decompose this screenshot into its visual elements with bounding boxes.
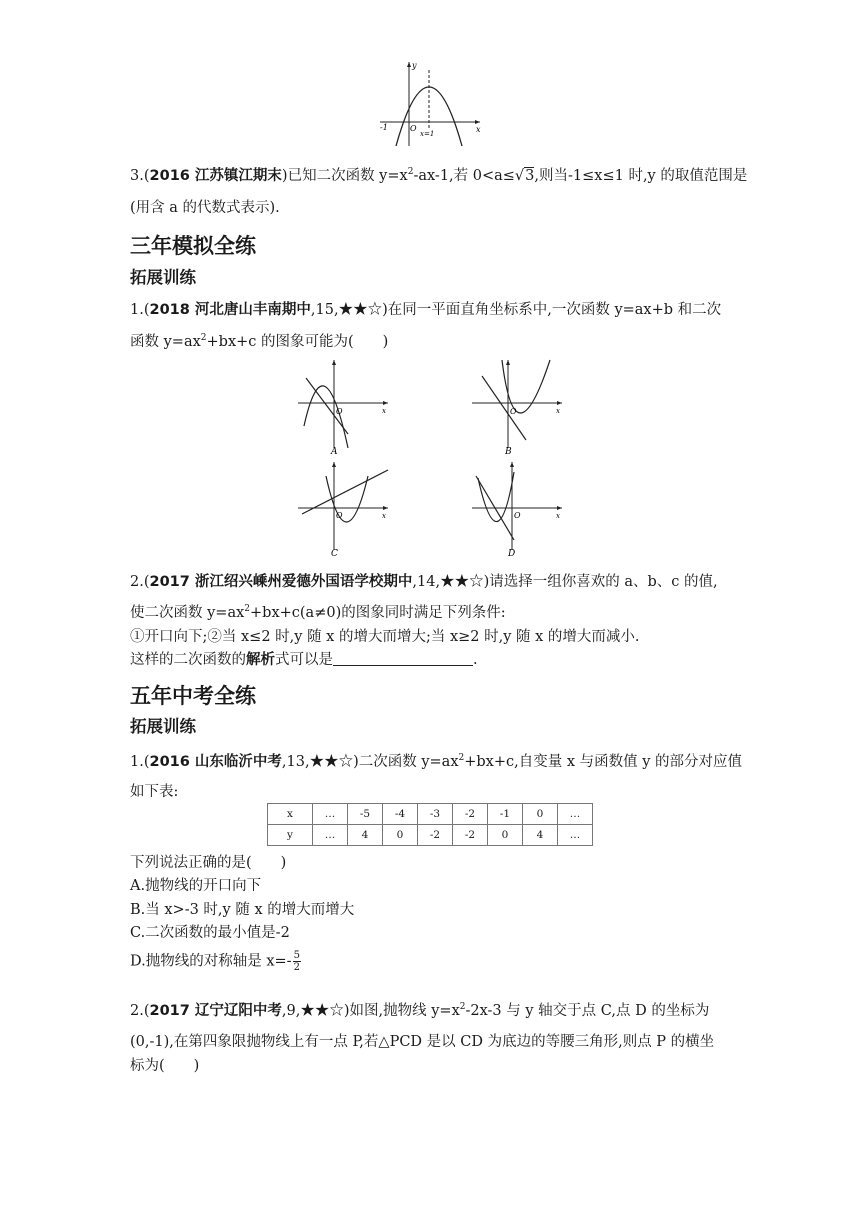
section-title-five-year: 五年中考全练 [130,684,256,708]
s2-question-2-line-3: 标为( ) [130,1058,200,1074]
svg-text:O: O [514,511,521,520]
svg-text:x: x [556,512,560,520]
svg-text:x: x [556,407,560,415]
s1-question-2-line-4: 这样的二次函数的解析式可以是 . [130,652,478,668]
svg-text:x: x [382,407,386,415]
option-graph-a [296,356,391,456]
question-3-line-1: 3.(2016 江苏镇江期末)已知二次函数 $y=x^2-ax-1$,若 0<a≤√3,则当-1≤x≤1 时,y 的取值范围是 [130,167,748,184]
option-graph-b [470,356,565,456]
section-subtitle-three-year: 拓展训练 [130,268,196,287]
fraction: $\frac{5}{2}$ [293,950,300,973]
table-row: x … -5 -4 -3 -2 -1 0 … [268,804,593,825]
s2-question-1-line-1: 1.(2016 山东临沂中考,13,★★☆)二次函数 $y=ax^2+bx+c$,自变量 x 与函数值 y 的部分对应值 [130,753,743,770]
s2-question-1-option-a[interactable]: A.抛物线的开口向下 [130,878,262,894]
section-title-three-year: 三年模拟全练 [130,234,256,258]
svg-text:-1: -1 [380,123,388,132]
s2-question-2-line-1: 2.(2017 辽宁辽阳中考,9,★★☆)如图,抛物线 $y=x^2-2x-3$ 与 y 轴交于点 C,点 D 的坐标为 [130,1002,710,1019]
s2-question-1-prompt: 下列说法正确的是( ) [130,855,287,871]
s2-question-2-line-2: (0,-1),在第四象限抛物线上有一点 P,若△PCD 是以 CD 为底边的等腰三角形,则点 P 的横坐 [130,1034,715,1050]
section-subtitle-five-year: 拓展训练 [130,717,196,736]
svg-text:O: O [336,407,343,416]
question-3-line-2: (用含 a 的代数式表示). [130,200,280,216]
option-graph-d [470,458,565,558]
svg-text:y: y [412,61,417,70]
option-graph-c [296,458,391,558]
answer-blank[interactable] [333,651,473,666]
table-row: y … 4 0 -2 -2 0 4 … [268,825,593,846]
s1-question-1-line-2: 函数 $y=ax^2+bx+c$ 的图象可能为( ) [130,333,389,350]
s1-question-2-line-2: 使二次函数 $y=ax^2+bx+c(a\ne 0)$的图象同时满足下列条件: [130,604,506,621]
svg-text:B: B [505,447,512,456]
s2-question-1-option-c[interactable]: C.二次函数的最小值是-2 [130,925,290,941]
s2-question-1-line-2: 如下表: [130,784,179,800]
parabola-figure-top [372,58,487,150]
s1-question-1-line-1: 1.(2018 河北唐山丰南期中,15,★★☆)在同一平面直角坐标系中,一次函数 y=ax+b 和二次 [130,302,722,318]
svg-text:O: O [510,407,517,416]
svg-text:x=1: x=1 [420,130,435,138]
svg-text:O: O [410,124,417,133]
svg-text:C: C [331,549,338,558]
svg-text:x: x [476,125,481,134]
svg-text:O: O [336,511,343,520]
s2-question-1-option-d[interactable]: D.抛物线的对称轴是 x=- $\frac{5}{2}$ [130,950,300,973]
s1-question-2-line-1: 2.(2017 浙江绍兴嵊州爱德外国语学校期中,14,★★☆)请选择一组你喜欢的 a、b、c 的值, [130,574,718,590]
value-table [267,803,593,846]
svg-text:D: D [508,549,516,558]
s1-question-2-line-3: ①开口向下;②当 x≤2 时,y 随 x 的增大而增大;当 x≥2 时,y 随 x 的增大而减小. [130,629,640,645]
s2-question-1-option-b[interactable]: B.当 x>-3 时,y 随 x 的增大而增大 [130,902,355,918]
svg-text:x: x [382,512,386,520]
svg-text:A: A [331,447,338,456]
